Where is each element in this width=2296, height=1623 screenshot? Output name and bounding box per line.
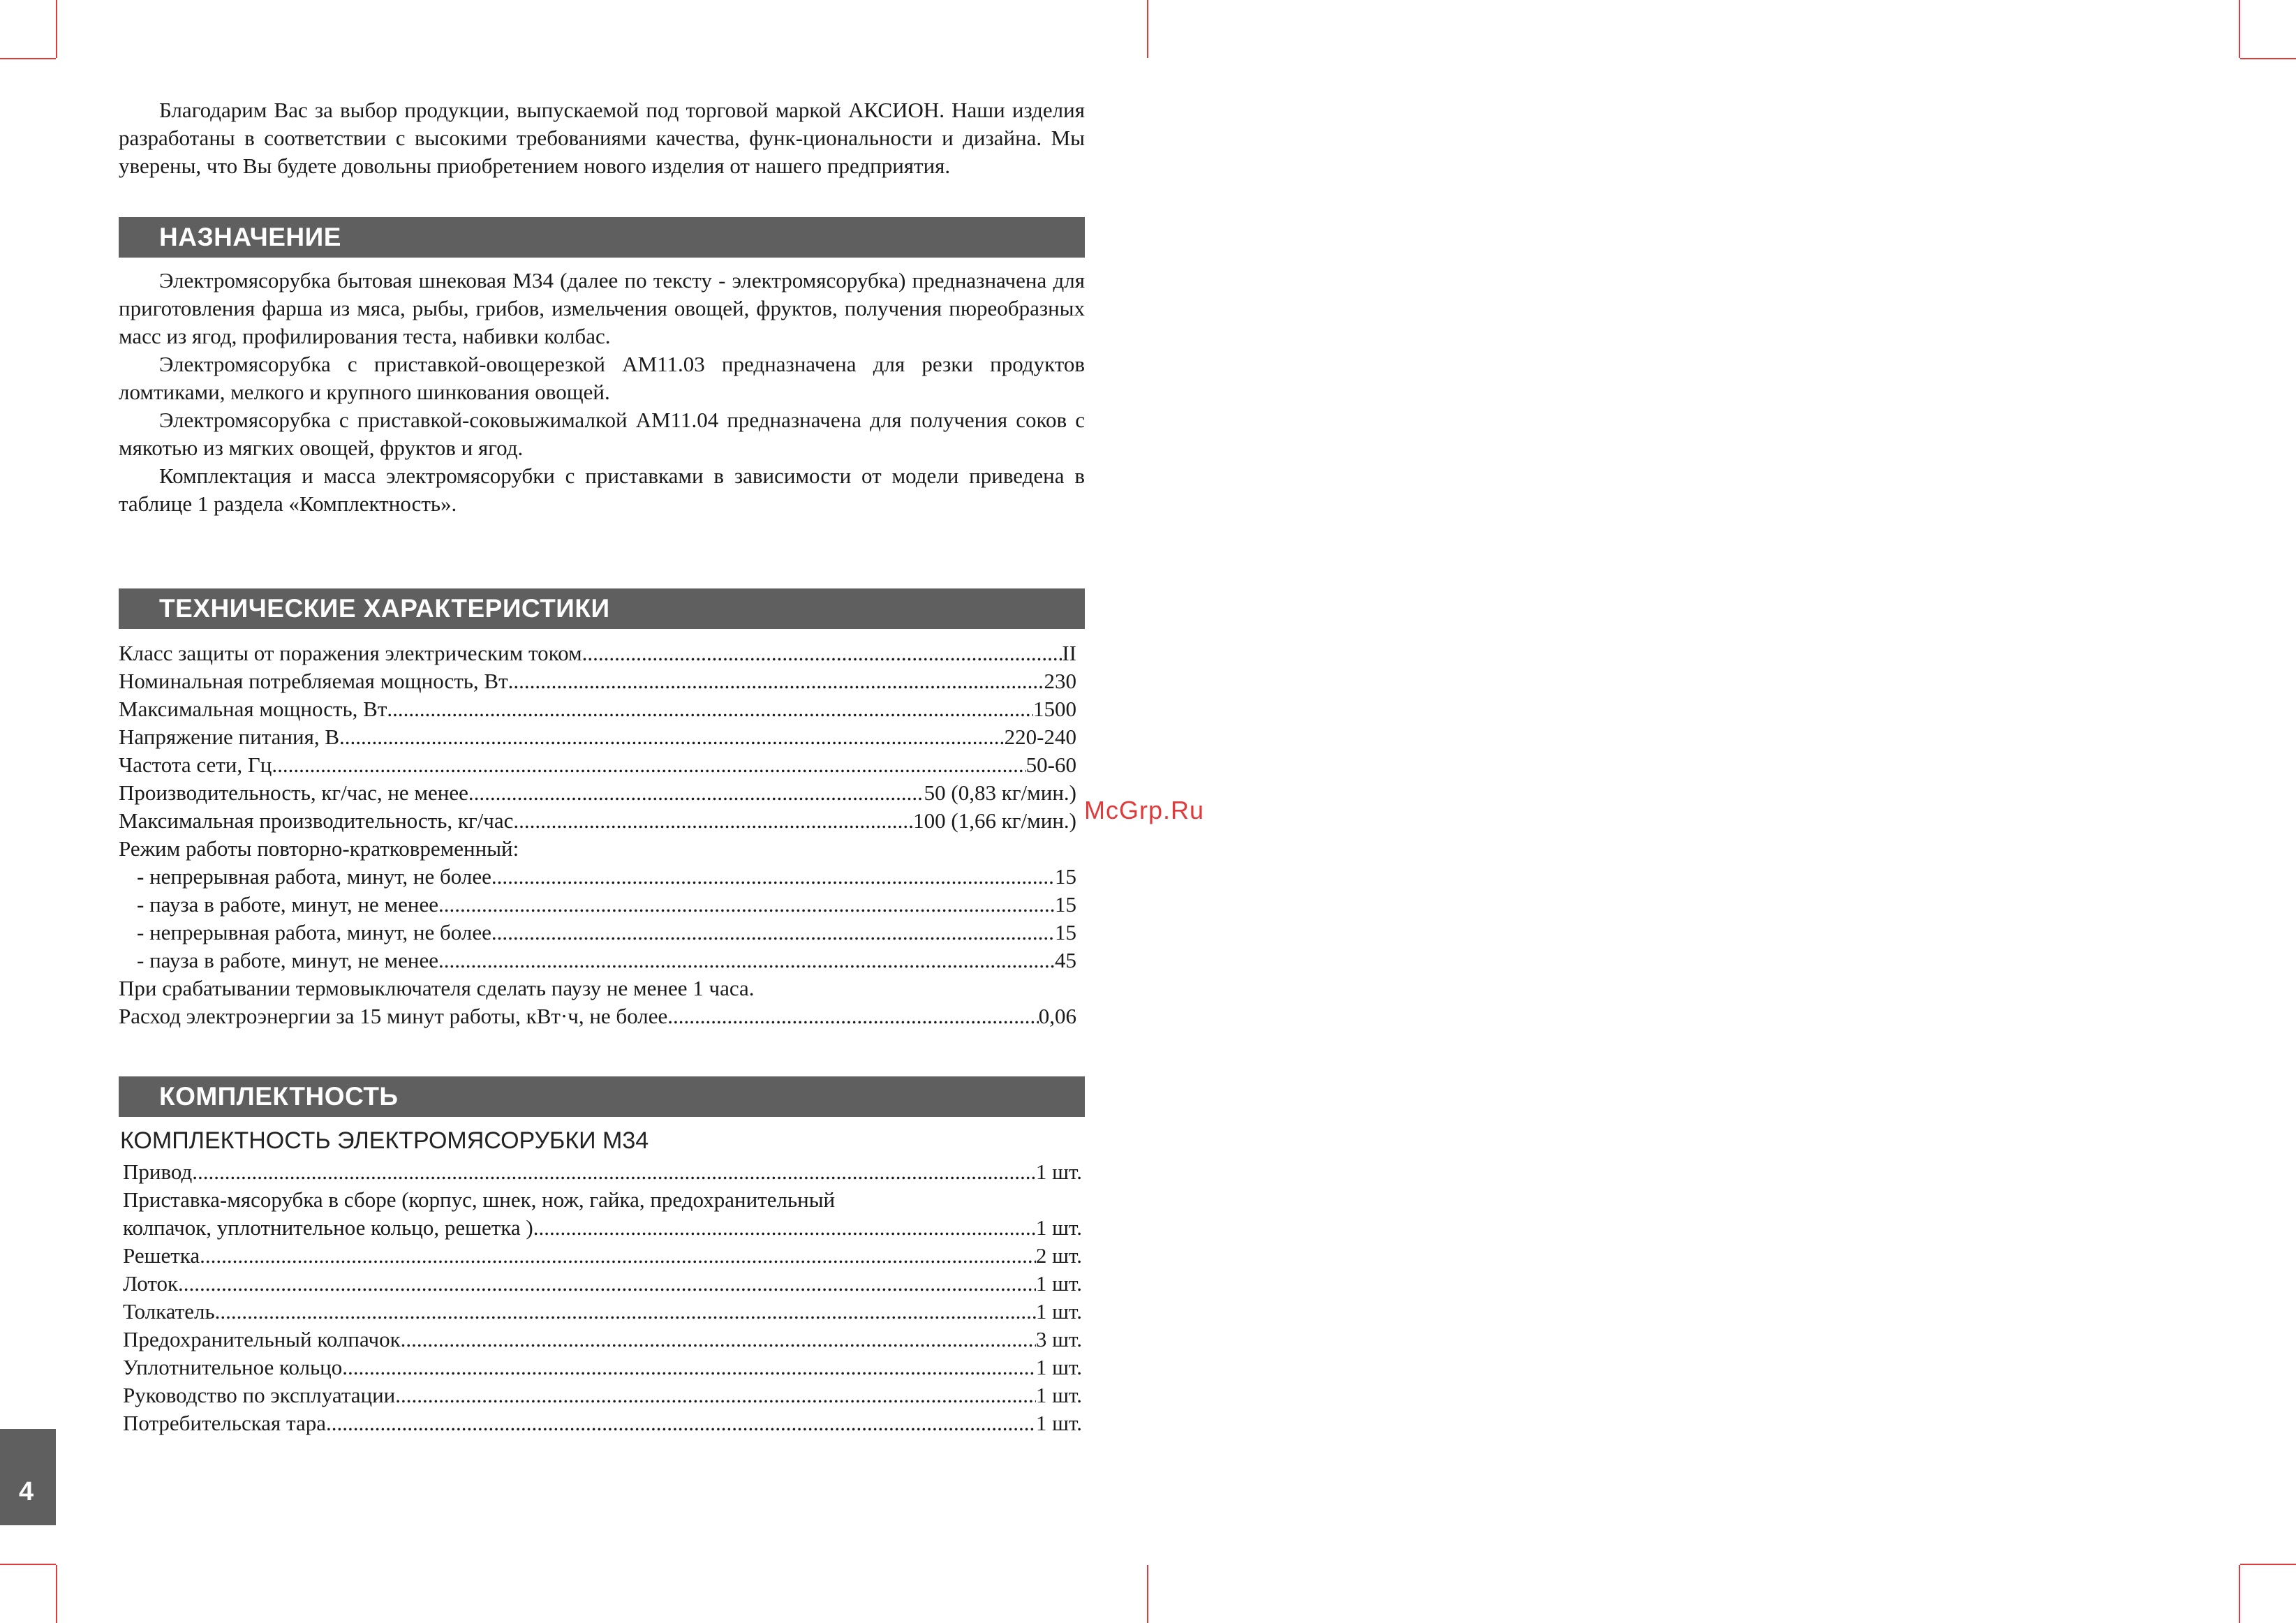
mode-row xyxy=(119,919,1076,947)
leader-dots xyxy=(215,1298,1036,1326)
leader-dots xyxy=(582,639,1062,667)
spec-value: 1500 xyxy=(1033,697,1076,721)
leader-dots xyxy=(192,1158,1036,1186)
leader-dots xyxy=(339,723,1005,751)
crop-mark xyxy=(1147,1565,1148,1623)
spec-label: Номинальная потребляемая мощность, Вт xyxy=(119,669,508,693)
leader-dots xyxy=(272,751,1025,779)
kit-item-qty: 1 шт. xyxy=(1035,1159,1082,1184)
mode-row-label: - непрерывная работа, минут, не более xyxy=(137,920,491,944)
kit-item-qty: 3 шт. xyxy=(1035,1327,1082,1351)
kit-list xyxy=(123,1158,1082,1437)
kit-item-qty: 1 шт. xyxy=(1035,1299,1082,1324)
kit-item-label: Лоток xyxy=(123,1271,179,1296)
crop-mark xyxy=(2240,58,2296,59)
spec-label: Максимальная производительность, кг/час xyxy=(119,808,514,833)
kit-item xyxy=(123,1409,1082,1437)
energy-label: Расход электроэнергии за 15 минут работы, кВт·ч, не более xyxy=(119,1004,668,1028)
spec-label: Производительность, кг/час, не менее xyxy=(119,780,468,805)
spec-label: Частота сети, Гц xyxy=(119,753,272,777)
mode-row xyxy=(119,863,1076,891)
kit-item-qty: 2 шт. xyxy=(1035,1243,1082,1268)
mode-row-label: - непрерывная работа, минут, не более xyxy=(137,864,491,889)
kit-item-label-line1: Приставка-мясорубка в сборе (корпус, шнек, нож, гайка, предохранительный xyxy=(123,1187,836,1212)
spec-value: 50-60 xyxy=(1025,753,1076,777)
spec-value: 100 (1,66 кг/мин.) xyxy=(913,808,1076,833)
kit-item-label: колпачок, уплотнительное кольцо, решетка ) xyxy=(123,1215,533,1240)
leader-dots xyxy=(178,1270,1036,1298)
spec-label: Класс защиты от поражения электрическим током xyxy=(119,641,582,665)
leader-dots xyxy=(438,947,1055,974)
leader-dots xyxy=(342,1354,1036,1381)
kit-item xyxy=(123,1214,1082,1242)
kit-item xyxy=(123,1381,1082,1409)
kit-item xyxy=(123,1326,1082,1354)
mode-row-value: 15 xyxy=(1055,864,1076,889)
leader-dots xyxy=(491,919,1055,947)
energy-row xyxy=(119,1002,1076,1030)
kit-item-qty: 1 шт. xyxy=(1035,1383,1082,1407)
mode-row xyxy=(119,947,1076,974)
page-number-tab xyxy=(0,1429,56,1525)
purpose-paragraph: Электромясорубка с приставкой-соковыжималкой АМ11.04 предназначена для получения соков с мякотью из мягких овощей, фруктов и ягод. xyxy=(119,408,1085,460)
spec-row xyxy=(119,695,1076,723)
leader-dots xyxy=(387,695,1033,723)
kit-item-label: Решетка xyxy=(123,1243,200,1268)
purpose-paragraph: Электромясорубка бытовая шнековая М34 (далее по тексту - электромясорубка) предназначена для приготовления фарша из мяса, рыбы, грибов, измельчения овощей, фруктов, получения пюреобразных масс из ягод, профилирования теста, набивки колбас. xyxy=(119,268,1085,348)
spec-row xyxy=(119,639,1076,667)
crop-mark xyxy=(1147,0,1148,58)
section-heading-kit: КОМПЛЕКТНОСТЬ xyxy=(119,1076,1085,1117)
leader-dots xyxy=(395,1381,1036,1409)
mode-row xyxy=(119,891,1076,919)
leader-dots xyxy=(508,667,1044,695)
kit-item-label: Толкатель xyxy=(123,1299,215,1324)
section-heading-purpose: НАЗНАЧЕНИЕ xyxy=(119,217,1085,258)
mode-row-value: 45 xyxy=(1055,948,1076,972)
spec-row xyxy=(119,807,1076,835)
spec-label: Максимальная мощность, Вт xyxy=(119,697,387,721)
mode-row-value: 15 xyxy=(1055,892,1076,917)
crop-mark xyxy=(2240,1564,2296,1565)
spec-row xyxy=(119,723,1076,751)
kit-item-label: Уплотнительное кольцо xyxy=(123,1355,343,1379)
kit-item-label: Руководство по эксплуатации xyxy=(123,1383,396,1407)
kit-item-label: Потребительская тара xyxy=(123,1411,327,1435)
spec-value: II xyxy=(1062,641,1076,665)
leader-dots xyxy=(491,863,1055,891)
kit-item-qty: 1 шт. xyxy=(1035,1411,1082,1435)
energy-value: 0,06 xyxy=(1038,1004,1076,1028)
leader-dots xyxy=(438,891,1055,919)
spec-row xyxy=(119,667,1076,695)
page-number: 4 xyxy=(19,1477,34,1506)
leader-dots xyxy=(513,807,913,835)
crop-mark xyxy=(56,1565,57,1623)
purpose-paragraph: Электромясорубка с приставкой-овощерезкой АМ11.03 предназначена для резки продуктов ломтиками, мелкого и крупного шинкования овощей. xyxy=(119,352,1085,404)
spec-value: 230 xyxy=(1044,669,1076,693)
mode-row-label: - пауза в работе, минут, не менее xyxy=(137,892,439,917)
leader-dots xyxy=(200,1242,1036,1270)
kit-subheading: КОМПЛЕКТНОСТЬ ЭЛЕКТРОМЯСОРУБКИ М34 xyxy=(120,1127,649,1154)
section-heading-specs: ТЕХНИЧЕСКИЕ ХАРАКТЕРИСТИКИ xyxy=(119,588,1085,629)
kit-item xyxy=(123,1270,1082,1298)
kit-item-qty: 1 шт. xyxy=(1035,1355,1082,1379)
spec-row xyxy=(119,751,1076,779)
kit-item xyxy=(123,1242,1082,1270)
purpose-paragraph: Комплектация и масса электромясорубки с приставками в зависимости от модели приведена в таблице 1 раздела «Комплектность». xyxy=(119,464,1085,516)
kit-item-qty: 1 шт. xyxy=(1035,1215,1082,1240)
kit-item-label: Привод xyxy=(123,1159,193,1184)
purpose-block xyxy=(119,267,1085,518)
specs-list xyxy=(119,639,1076,1030)
crop-mark xyxy=(2239,1565,2240,1623)
watermark: McGrp.Ru xyxy=(1084,796,1205,824)
spec-row xyxy=(119,779,1076,807)
kit-item-qty: 1 шт. xyxy=(1035,1271,1082,1296)
kit-item-label: Предохранительный колпачок xyxy=(123,1327,401,1351)
spec-value: 220-240 xyxy=(1004,725,1076,749)
leader-dots xyxy=(468,779,924,807)
kit-item xyxy=(123,1158,1082,1186)
crop-mark xyxy=(2239,0,2240,58)
kit-item xyxy=(123,1298,1082,1326)
kit-item xyxy=(123,1354,1082,1381)
thermo-note: При срабатывании термовыключателя сделать паузу не менее 1 часа. xyxy=(119,976,755,1000)
intro-block xyxy=(119,96,1085,180)
mode-row-label: - пауза в работе, минут, не менее xyxy=(137,948,439,972)
intro-paragraph: Благодарим Вас за выбор продукции, выпускаемой под торговой маркой АКСИОН. Наши изделия разработаны в соответствии с высокими требованиями качества, функ-циональности и дизайна. Мы уверены, что Вы будете довольны приобретением нового изделия от нашего предприятия. xyxy=(119,98,1085,178)
spec-label: Напряжение питания, В xyxy=(119,725,340,749)
leader-dots xyxy=(401,1326,1036,1354)
spec-value: 50 (0,83 кг/мин.) xyxy=(924,780,1076,805)
crop-mark xyxy=(0,58,56,59)
crop-mark xyxy=(56,0,57,58)
mode-row-value: 15 xyxy=(1055,920,1076,944)
leader-dots xyxy=(533,1214,1036,1242)
leader-dots xyxy=(326,1409,1036,1437)
crop-mark xyxy=(0,1564,56,1565)
mode-label: Режим работы повторно-кратковременный: xyxy=(119,836,519,861)
leader-dots xyxy=(667,1002,1038,1030)
